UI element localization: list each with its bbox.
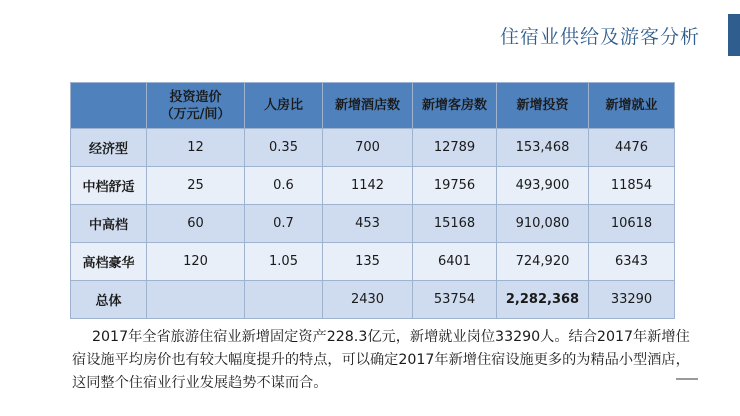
table-cell: 0.35 — [245, 129, 323, 167]
table-cell: 2430 — [323, 281, 413, 319]
table-header-cell: 新增就业 — [589, 83, 675, 129]
summary-text: 2017年全省旅游住宿业新增固定资产228.3亿元，新增就业岗位33290人。结合2017年新增住宿设施平均房价也有较大幅度提升的特点，可以确定2017年新增住宿设施更多的为精品小型酒店，这同整个住宿业行业发展趋势不谋而合。 — [72, 329, 690, 391]
table-cell — [245, 281, 323, 319]
table-header-cell — [71, 83, 147, 129]
table-cell: 1.05 — [245, 243, 323, 281]
row-label: 中高档 — [71, 205, 147, 243]
table-cell: 910,080 — [497, 205, 589, 243]
table-cell: 153,468 — [497, 129, 589, 167]
table-cell: 1142 — [323, 167, 413, 205]
table-cell-total-investment: 2,282,368 — [497, 281, 589, 319]
table-cell: 6343 — [589, 243, 675, 281]
table-cell: 33290 — [589, 281, 675, 319]
table-cell: 6401 — [413, 243, 497, 281]
data-table-container — [70, 82, 674, 319]
table-cell: 12 — [147, 129, 245, 167]
table-cell: 15168 — [413, 205, 497, 243]
title-bar — [500, 14, 740, 56]
decorative-dash — [676, 378, 698, 380]
row-label: 总体 — [71, 281, 147, 319]
header-investment-line1: 投资造价 — [169, 89, 222, 105]
row-label: 高档豪华 — [71, 243, 147, 281]
table-row — [71, 129, 675, 167]
table-cell: 60 — [147, 205, 245, 243]
table-row — [71, 205, 675, 243]
table-header-cell: 新增酒店数 — [323, 83, 413, 129]
table-cell: 120 — [147, 243, 245, 281]
row-label: 中档舒适 — [71, 167, 147, 205]
table-cell: 11854 — [589, 167, 675, 205]
table-total-row — [71, 281, 675, 319]
title-accent-bar — [728, 14, 740, 56]
table-row — [71, 167, 675, 205]
table-cell — [147, 281, 245, 319]
summary-paragraph — [72, 326, 692, 395]
table-cell: 453 — [323, 205, 413, 243]
table-cell: 700 — [323, 129, 413, 167]
table-cell: 25 — [147, 167, 245, 205]
table-cell: 0.6 — [245, 167, 323, 205]
table-cell: 724,920 — [497, 243, 589, 281]
row-label: 经济型 — [71, 129, 147, 167]
table-row — [71, 243, 675, 281]
table-header-cell: 新增投资 — [497, 83, 589, 129]
supply-table — [70, 82, 675, 319]
table-cell: 135 — [323, 243, 413, 281]
header-investment-line2: （万元/间） — [160, 106, 231, 122]
table-cell: 12789 — [413, 129, 497, 167]
table-cell: 10618 — [589, 205, 675, 243]
table-cell: 493,900 — [497, 167, 589, 205]
page-title: 住宿业供给及游客分析 — [500, 25, 701, 48]
table-cell: 19756 — [413, 167, 497, 205]
table-header-row — [71, 83, 675, 129]
table-header-cell: 新增客房数 — [413, 83, 497, 129]
table-cell: 53754 — [413, 281, 497, 319]
table-header-cell: 人房比 — [245, 83, 323, 129]
table-cell: 4476 — [589, 129, 675, 167]
table-cell: 0.7 — [245, 205, 323, 243]
table-header-cell — [147, 83, 245, 129]
